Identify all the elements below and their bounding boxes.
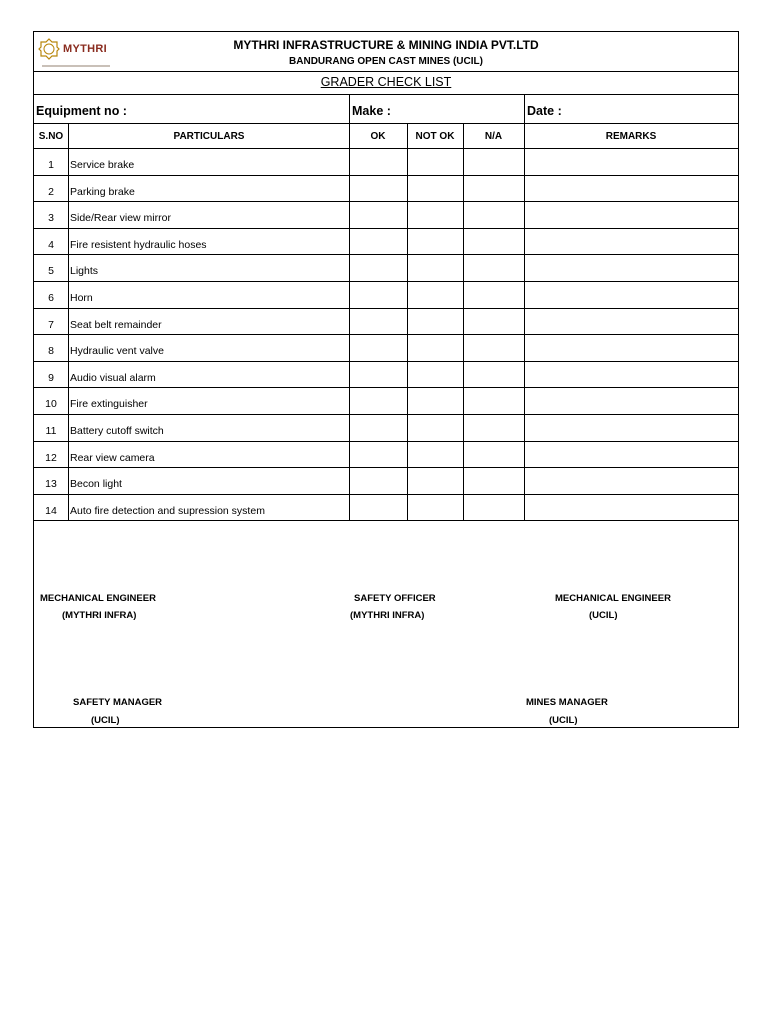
row-particular: Horn xyxy=(70,292,93,304)
row-sno: 10 xyxy=(45,398,57,411)
checklist-sheet xyxy=(33,31,739,728)
checklist-row xyxy=(34,468,738,495)
col-not-ok: NOT OK xyxy=(415,131,455,142)
safety-officer-title: SAFETY OFFICER xyxy=(354,593,436,604)
mines-manager-title: MINES MANAGER xyxy=(526,697,608,708)
row-sno: 13 xyxy=(45,478,57,491)
row-sno: 5 xyxy=(48,265,54,278)
divider xyxy=(349,95,350,123)
checklist-row xyxy=(34,415,738,442)
grid-line xyxy=(68,124,69,520)
mech-engineer-mythri-title: MECHANICAL ENGINEER xyxy=(40,593,156,604)
grid-line xyxy=(349,124,350,520)
mech-engineer-ucil-org: (UCIL) xyxy=(589,610,618,621)
checklist-row xyxy=(34,495,738,522)
title-row xyxy=(34,72,738,95)
checklist-row xyxy=(34,229,738,256)
checklist-row xyxy=(34,282,738,309)
equipment-no-label: Equipment no : xyxy=(36,104,127,118)
checklist-row xyxy=(34,442,738,469)
row-particular: Side/Rear view mirror xyxy=(70,212,171,225)
mines-manager-org: (UCIL) xyxy=(549,715,578,726)
row-sno: 2 xyxy=(48,185,54,198)
checklist-row xyxy=(34,149,738,176)
safety-manager-org: (UCIL) xyxy=(91,715,120,726)
row-sno: 8 xyxy=(48,345,54,358)
row-sno: 4 xyxy=(48,238,54,251)
row-particular: Battery cutoff switch xyxy=(70,425,164,437)
grid-line xyxy=(407,124,408,520)
mech-engineer-mythri-org: (MYTHRI INFRA) xyxy=(62,610,137,621)
checklist-row xyxy=(34,335,738,362)
date-label: Date : xyxy=(527,104,562,118)
checklist-row xyxy=(34,362,738,389)
row-sno: 9 xyxy=(48,371,54,384)
col-sno: S.NO xyxy=(38,131,64,142)
row-sno: 7 xyxy=(48,318,54,331)
row-sno: 11 xyxy=(45,425,57,437)
mine-name: BANDURANG OPEN CAST MINES (UCIL) xyxy=(289,56,483,67)
document-title: GRADER CHECK LIST xyxy=(320,75,452,89)
checklist-row xyxy=(34,202,738,229)
row-particular: Audio visual alarm xyxy=(70,371,156,384)
checklist-row xyxy=(34,388,738,415)
info-row xyxy=(34,95,738,124)
logo-text: MYTHRI xyxy=(63,43,107,55)
row-sno: 3 xyxy=(48,212,54,225)
grid-line xyxy=(463,124,464,520)
row-sno: 1 xyxy=(48,159,54,171)
row-particular: Fire extinguisher xyxy=(70,398,148,411)
row-particular: Seat belt remainder xyxy=(70,318,162,331)
row-particular: Becon light xyxy=(70,478,122,491)
divider xyxy=(524,95,525,123)
row-particular: Lights xyxy=(70,265,99,278)
row-particular: Rear view camera xyxy=(70,451,155,464)
checklist-row xyxy=(34,176,738,203)
row-particular: Service brake xyxy=(70,159,135,171)
safety-officer-org: (MYTHRI INFRA) xyxy=(350,610,425,621)
row-particular: Hydraulic vent valve xyxy=(70,345,164,358)
make-label: Make : xyxy=(352,104,391,118)
col-na: N/A xyxy=(484,131,503,142)
grid-line xyxy=(524,124,525,520)
company-name: MYTHRI INFRASTRUCTURE & MINING INDIA PVT.LTD xyxy=(233,38,539,52)
row-sno: 6 xyxy=(48,292,54,304)
row-sno: 12 xyxy=(45,451,57,464)
mech-engineer-ucil-title: MECHANICAL ENGINEER xyxy=(555,593,671,604)
row-particular: Auto fire detection and supression system xyxy=(70,504,265,517)
column-header-row xyxy=(34,124,738,149)
row-sno: 14 xyxy=(45,504,57,517)
row-particular: Parking brake xyxy=(70,185,135,198)
document-header xyxy=(34,32,738,72)
row-particular: Fire resistent hydraulic hoses xyxy=(70,238,207,251)
checklist-row xyxy=(34,309,738,336)
col-remarks: REMARKS xyxy=(605,131,657,142)
checklist-row xyxy=(34,255,738,282)
col-ok: OK xyxy=(370,131,386,142)
col-particulars: PARTICULARS xyxy=(173,131,245,142)
safety-manager-title: SAFETY MANAGER xyxy=(73,697,163,708)
